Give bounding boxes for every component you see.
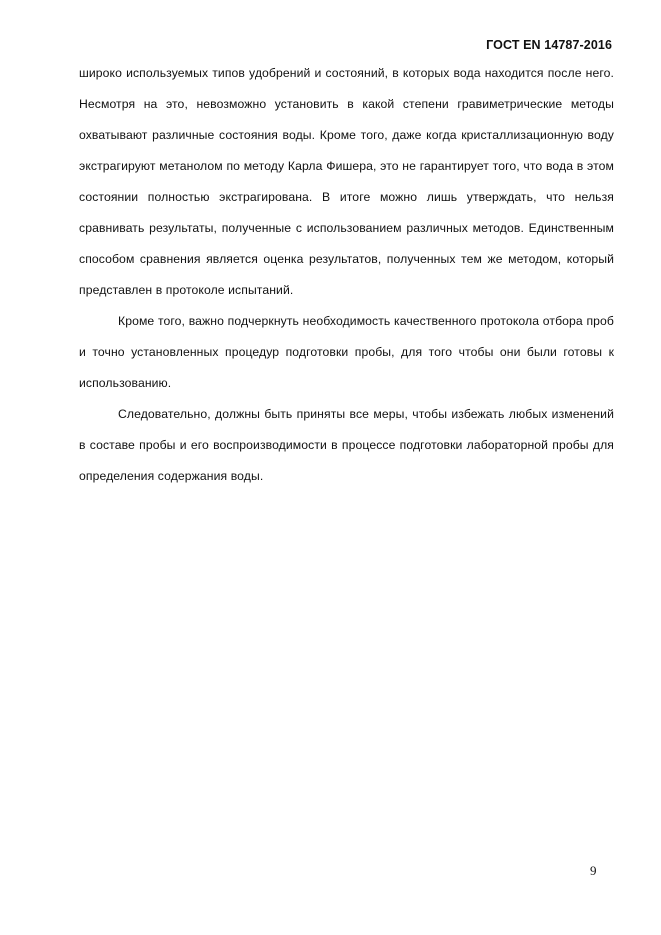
- paragraph-continuation: широко используемых типов удобрений и состояний, в которых вода находится после него. Несмотря на это, невозможно установить в какой степени гравиметрические методы охватывают различные состояния воды. Кроме того, даже когда кристаллизационную воду экстрагируют метанолом по методу Карла Фишера, это не гарантирует того, что вода в этом состоянии полностью экстрагирована. В итоге можно лишь утверждать, что нельзя сравнивать результаты, полученные с использованием различных методов. Единственным способом сравнения является оценка результатов, полученных тем же методом, который представлен в протоколе испытаний.: [79, 66, 614, 297]
- paragraph-conclusion: Следовательно, должны быть приняты все меры, чтобы избежать любых изменений в составе пробы и его воспроизводимости в процессе подготовки лабораторной пробы для определения содержания воды.: [79, 407, 614, 483]
- body-text: [79, 58, 614, 492]
- paragraph-sampling-protocol: Кроме того, важно подчеркнуть необходимость качественного протокола отбора проб и точно установленных процедур подготовки пробы, для того чтобы они были готовы к использованию.: [79, 314, 614, 390]
- page-number: 9: [590, 863, 597, 878]
- document-code-header: ГОСТ EN 14787-2016: [486, 38, 612, 52]
